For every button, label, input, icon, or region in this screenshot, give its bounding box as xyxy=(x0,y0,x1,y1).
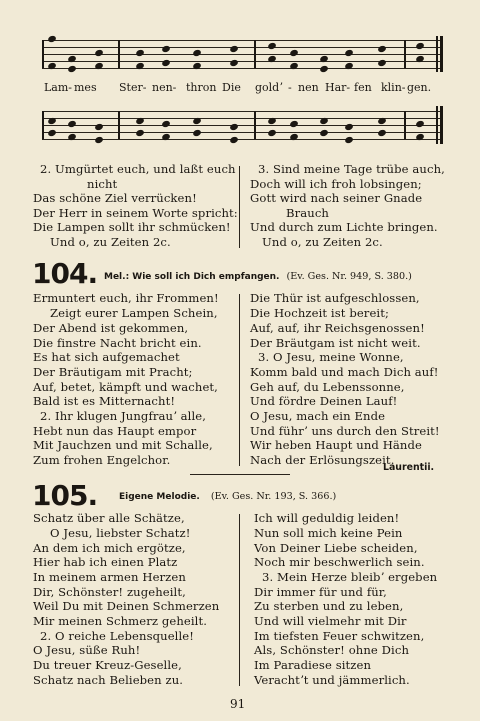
verse-line: Es hat sich aufgemachet xyxy=(33,350,180,364)
verse-line: Hier hab ich einen Platz xyxy=(33,555,178,569)
verse-line: Dir, Schönster! zugeheilt, xyxy=(33,585,186,599)
verse-line: O Jesu, süße Ruh! xyxy=(33,643,141,657)
lyric-syllable: thron xyxy=(186,81,217,94)
verse-line: Mit Jauchzen und mit Schalle, xyxy=(33,438,213,452)
verse-line: Ermuntert euch, ihr Frommen! xyxy=(33,291,219,305)
hymnal-reference: (Ev. Ges. Nr. 949, S. 380.) xyxy=(286,271,412,282)
verse-line: Gott wird nach seiner Gnade xyxy=(250,191,423,205)
lyric-syllable: Lam- xyxy=(44,81,73,94)
verse-line: Auf, auf, ihr Reichsgenossen! xyxy=(250,321,425,335)
page-number: 91 xyxy=(230,697,246,711)
hymn-header xyxy=(119,491,336,502)
lyric-syllable: goldʼ xyxy=(255,81,283,94)
verse-line: nicht xyxy=(87,177,118,191)
verse-line: In meinem armen Herzen xyxy=(33,570,186,584)
verse-line: Nach der Erlösungszeit. xyxy=(250,453,395,467)
verse-line: Von Deiner Liebe scheiden, xyxy=(254,541,418,555)
verse-line: Komm bald und mach Dich auf! xyxy=(250,365,439,379)
verse-line: Als, Schönster! ohne Dich xyxy=(254,643,410,657)
lyric-syllable: mes xyxy=(74,81,97,94)
verse-line: Die Thür ist aufgeschlossen, xyxy=(250,291,420,305)
verse-line: Bald ist es Mitternacht! xyxy=(33,394,176,408)
melody-label: Mel.: Wie soll ich Dich empfangen. xyxy=(104,272,280,282)
verse-line: Die Lampen sollt ihr schmücken! xyxy=(33,220,231,234)
hymnal-reference: (Ev. Ges. Nr. 193, S. 366.) xyxy=(210,491,337,502)
verse-line: 3. Sind meine Tage trübe auch, xyxy=(258,162,445,176)
verse-line: Der Bräutgam ist nicht weit. xyxy=(250,336,421,350)
verse-line: Der Herr in seinem Worte spricht: xyxy=(33,206,238,220)
verse-line: Und will vielmehr mit Dir xyxy=(254,614,407,628)
verse-line: Weil Du mit Deinen Schmerzen xyxy=(33,599,220,613)
verse-line: Zeigt eurer Lampen Schein, xyxy=(50,306,218,320)
verse-line: Und o, zu Zeiten 2c. xyxy=(50,235,171,249)
lyric-syllable: nen- xyxy=(152,81,177,94)
lyric-syllable: gen. xyxy=(407,81,432,94)
verse-line: Verachtʼt und jämmerlich. xyxy=(254,673,410,687)
hymn-author: Laurentii. xyxy=(383,462,435,473)
verse-line: Zum frohen Engelchor. xyxy=(33,453,171,467)
verse-line: 3. O Jesu, meine Wonne, xyxy=(258,350,404,364)
lyric-syllable: - xyxy=(288,81,292,94)
verse-line: 2. O reiche Lebensquelle! xyxy=(40,629,194,643)
lyric-syllable: Die xyxy=(222,81,241,94)
verse-line: Die finstre Nacht bricht ein. xyxy=(33,336,202,350)
lyric-syllable: Ster- xyxy=(119,81,147,94)
verse-line: Auf, betet, kämpft und wachet, xyxy=(33,380,218,394)
verse-line: Schatz nach Belieben zu. xyxy=(33,673,184,687)
verse-line: Und führʼ uns durch den Streit! xyxy=(250,424,440,438)
lyric-syllable: nen xyxy=(298,81,319,94)
column-divider xyxy=(239,514,240,686)
hymn-number: 104. xyxy=(32,257,98,290)
lyric-syllable: klin- xyxy=(381,81,406,94)
verse-line: Und fördre Deinen Lauf! xyxy=(250,394,398,408)
verse-line: Noch mir beschwerlich sein. xyxy=(254,555,425,569)
section-divider xyxy=(190,474,290,475)
verse-line: 2. Ihr klugen Jungfrauʼ alle, xyxy=(40,409,207,423)
verse-line: Der Bräutigam mit Pracht; xyxy=(33,365,193,379)
verse-line: Zu sterben und zu leben, xyxy=(254,599,404,613)
verse-line: Wir heben Haupt und Hände xyxy=(250,438,422,452)
verse-line: Doch will ich froh lobsingen; xyxy=(250,177,422,191)
column-divider xyxy=(239,294,240,466)
verse-line: Hebt nun das Haupt empor xyxy=(33,424,197,438)
hymn-header xyxy=(104,271,412,282)
verse-line: Du treuer Kreuz-Geselle, xyxy=(33,658,182,672)
verse-line: Geh auf, du Lebenssonne, xyxy=(250,380,405,394)
verse-line: An dem ich mich ergötze, xyxy=(33,541,186,555)
column-divider xyxy=(239,166,240,248)
verse-line: Der Abend ist gekommen, xyxy=(33,321,189,335)
verse-line: 3. Mein Herze bleibʼ ergeben xyxy=(262,570,438,584)
verse-line: Dir immer für und für, xyxy=(254,585,387,599)
verse-line: Die Hochzeit ist bereit; xyxy=(250,306,389,320)
lyric-syllable: Har- xyxy=(325,81,351,94)
verse-line: Im tiefsten Feuer schwitzen, xyxy=(254,629,425,643)
verse-line: Das schöne Ziel verrücken! xyxy=(33,191,197,205)
verse-line: O Jesu, mach ein Ende xyxy=(250,409,386,423)
verse-line: O Jesu, liebster Schatz! xyxy=(50,526,191,540)
verse-line: Schatz über alle Schätze, xyxy=(33,511,185,525)
verse-line: Ich will geduldig leiden! xyxy=(254,511,400,525)
verse-line: Brauch xyxy=(286,206,330,220)
melody-label: Eigene Melodie. xyxy=(119,492,200,502)
verse-line: Und durch zum Lichte bringen. xyxy=(250,220,438,234)
verse-line: Mir meinen Schmerz geheilt. xyxy=(33,614,208,628)
hymn-number: 105. xyxy=(32,479,98,512)
verse-line: Nun soll mich keine Pein xyxy=(254,526,403,540)
verse-line: Im Paradiese sitzen xyxy=(254,658,372,672)
lyric-syllable: fen xyxy=(354,81,372,94)
verse-line: 2. Umgürtet euch, und laßt euch xyxy=(40,162,236,176)
verse-line: Und o, zu Zeiten 2c. xyxy=(262,235,383,249)
